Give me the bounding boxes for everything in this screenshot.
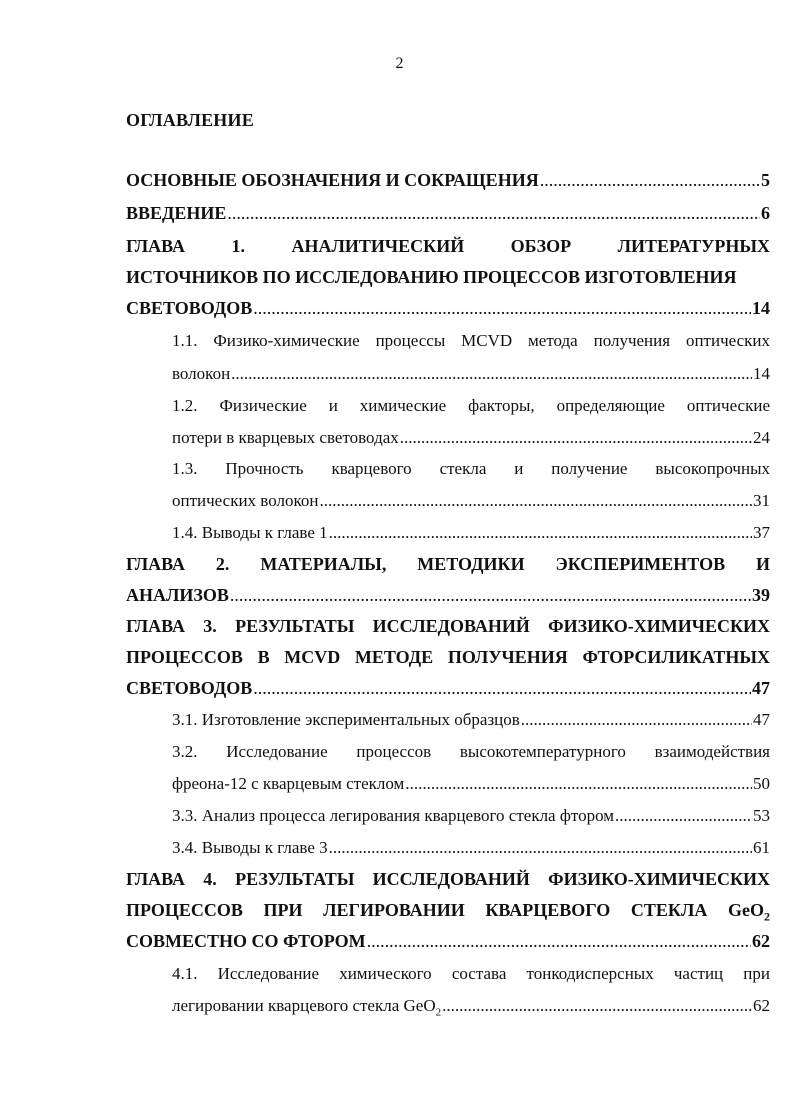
toc-entry-4-1-line2[interactable] (172, 996, 770, 1018)
toc-entry-text: 3.4. Выводы к главе 3 (172, 838, 328, 857)
toc-entry-1-2-line1[interactable]: 1.2. Физические и химические факторы, определяющие оптические (172, 396, 770, 415)
toc-entry-chapter-2-line1[interactable]: ГЛАВА 2. МАТЕРИАЛЫ, МЕТОДИКИ ЭКСПЕРИМЕНТОВ И (126, 554, 770, 574)
leader-dots (400, 428, 752, 448)
toc-entry-text: ИСТОЧНИКОВ ПО ИССЛЕДОВАНИЮ ПРОЦЕССОВ ИЗГОТОВЛЕНИЯ (126, 267, 737, 287)
toc-entry-text: 3.3. Анализ процесса легирования кварцевого стекла фтором (172, 806, 615, 825)
toc-entry-text: 3.1. Изготовление экспериментальных образцов (172, 710, 520, 729)
toc-entry-text: СВЕТОВОДОВ (126, 678, 253, 698)
toc-page-number: 39 (752, 585, 770, 605)
toc-page-number: 50 (753, 774, 770, 793)
toc-page-number: 37 (753, 523, 770, 542)
subscript: 2 (764, 909, 770, 924)
leader-dots (231, 364, 752, 384)
toc-entry-text: ПРОЦЕССОВ ПРИ ЛЕГИРОВАНИИ КВАРЦЕВОГО СТЕКЛА GeO (126, 900, 764, 920)
toc-entry-text-main: легировании кварцевого стекла GeO (172, 996, 436, 1015)
toc-page-number: 47 (753, 710, 770, 729)
toc-entry-introduction[interactable] (126, 203, 770, 224)
leader-dots (521, 710, 752, 730)
leader-dots (329, 838, 752, 858)
toc-entry-chapter-4-line1[interactable]: ГЛАВА 4. РЕЗУЛЬТАТЫ ИССЛЕДОВАНИЙ ФИЗИКО-ХИМИЧЕСКИХ (126, 869, 770, 889)
toc-entry-1-1-line2[interactable] (172, 364, 770, 384)
toc-entry-text: потери в кварцевых световодах (172, 428, 399, 447)
toc-entry-1-1-line1[interactable]: 1.1. Физико-химические процессы MCVD метода получения оптических (172, 331, 770, 350)
toc-entry-chapter-3-line1[interactable]: ГЛАВА 3. РЕЗУЛЬТАТЫ ИССЛЕДОВАНИЙ ФИЗИКО-ХИМИЧЕСКИХ (126, 616, 770, 636)
toc-entry-chapter-3-line2[interactable]: ПРОЦЕССОВ В MCVD МЕТОДЕ ПОЛУЧЕНИЯ ФТОРСИЛИКАТНЫХ (126, 647, 770, 667)
toc-entry-3-4[interactable] (172, 838, 770, 858)
toc-entry-1-3-line1[interactable]: 1.3. Прочность кварцевого стекла и получение высокопрочных (172, 459, 770, 478)
toc-page-number: 14 (753, 364, 770, 383)
toc-page-number: 62 (753, 996, 770, 1015)
toc-entry-1-3-line2[interactable] (172, 491, 770, 511)
toc-entry-3-2-line2[interactable] (172, 774, 770, 794)
toc-page-number: 31 (753, 491, 770, 510)
toc-entry-text (172, 996, 441, 1018)
toc-entry-chapter-2-line2[interactable] (126, 585, 770, 606)
toc-entry-chapter-4-line3[interactable] (126, 931, 770, 952)
toc-entry-chapter-1-line3[interactable] (126, 298, 770, 319)
leader-dots (253, 678, 751, 699)
toc-entry-text: волокон (172, 364, 231, 383)
toc-entry-chapter-4-line2[interactable] (126, 900, 770, 925)
toc-entry-text: СВЕТОВОДОВ (126, 298, 253, 318)
leader-dots (329, 523, 752, 543)
toc-page-number: 24 (753, 428, 770, 447)
toc-entry-text: фреона-12 с кварцевым стеклом (172, 774, 405, 793)
toc-entry-text: ОСНОВНЫЕ ОБОЗНАЧЕНИЯ И СОКРАЩЕНИЯ (126, 170, 539, 190)
toc-entry-3-1[interactable] (172, 710, 770, 730)
toc-page-number: 53 (753, 806, 770, 825)
leader-dots (367, 931, 751, 952)
toc-entry-text: СОВМЕСТНО СО ФТОРОМ (126, 931, 366, 951)
leader-dots (615, 806, 752, 826)
toc-page-number: 5 (761, 170, 770, 190)
toc-entry-chapter-1-line2[interactable] (126, 267, 770, 288)
toc-entry-text: 1.4. Выводы к главе 1 (172, 523, 328, 542)
toc-entry-text: ВВЕДЕНИЕ (126, 203, 227, 223)
toc-entry-text: АНАЛИЗОВ (126, 585, 229, 605)
leader-dots (230, 585, 751, 606)
toc-page-number: 61 (753, 838, 770, 857)
toc-page-number: 6 (761, 203, 770, 223)
toc-page-number: 14 (752, 298, 770, 318)
toc-entry-1-2-line2[interactable] (172, 428, 770, 448)
toc-entry-chapter-3-line3[interactable] (126, 678, 770, 699)
toc-entry-1-4[interactable] (172, 523, 770, 543)
toc-entry-abbreviations[interactable] (126, 170, 770, 191)
leader-dots (405, 774, 752, 794)
page-number: 2 (395, 55, 404, 72)
toc-page-number: 62 (752, 931, 770, 951)
page-title: ОГЛАВЛЕНИЕ (126, 110, 254, 130)
leader-dots (540, 170, 760, 191)
toc-page-number: 47 (752, 678, 770, 698)
toc-entry-4-1-line1[interactable]: 4.1. Исследование химического состава тонкодисперсных частиц при (172, 964, 770, 983)
toc-entry-chapter-1-line1[interactable]: ГЛАВА 1. АНАЛИТИЧЕСКИЙ ОБЗОР ЛИТЕРАТУРНЫХ (126, 236, 770, 256)
leader-dots (253, 298, 751, 319)
leader-dots (442, 996, 752, 1016)
leader-dots (319, 491, 752, 511)
toc-entry-3-2-line1[interactable]: 3.2. Исследование процессов высокотемпературного взаимодействия (172, 742, 770, 761)
toc-entry-3-3[interactable] (172, 806, 770, 826)
subscript: 2 (435, 1006, 442, 1019)
toc-entry-text: оптических волокон (172, 491, 319, 510)
leader-dots (227, 203, 760, 224)
